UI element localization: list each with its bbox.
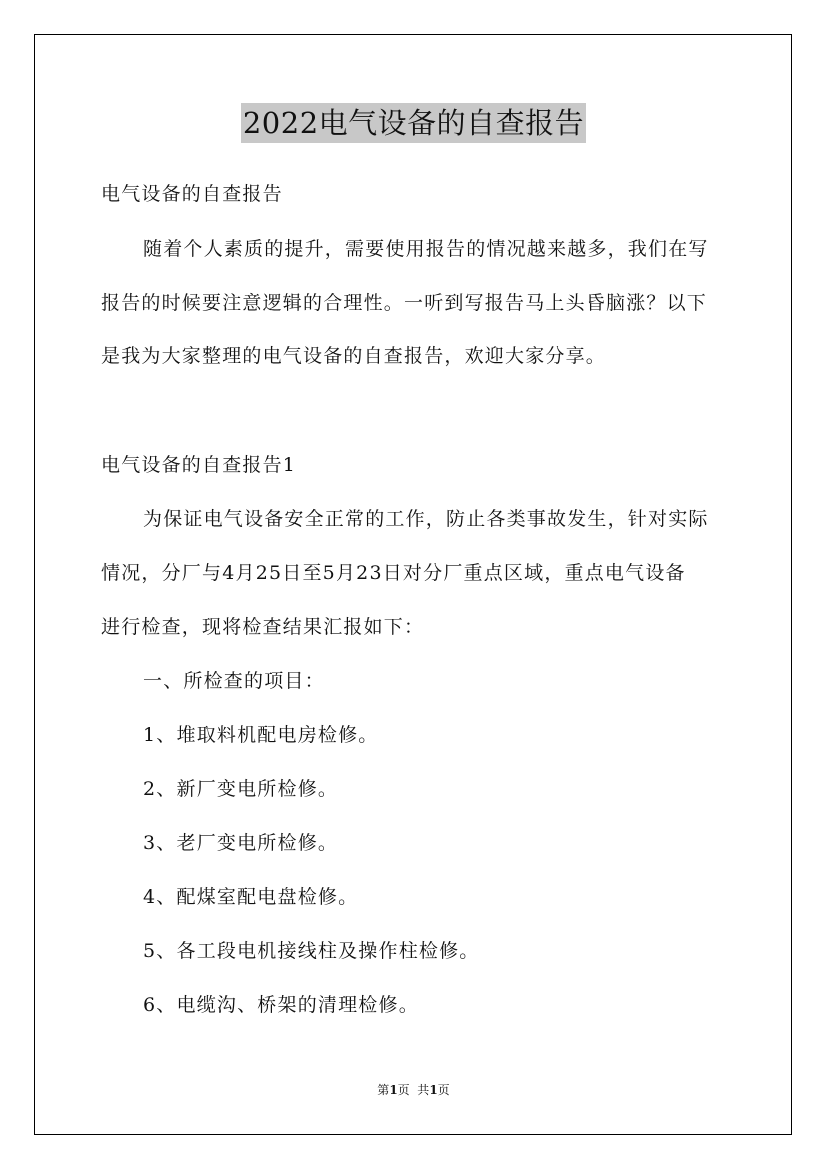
footer-page-suffix: 页: [437, 1083, 450, 1097]
intro-line-1: 随着个人素质的提升，需要使用报告的情况越来越多，我们在写: [143, 238, 709, 260]
list-item: 5、各工段电机接线柱及操作柱检修。: [143, 940, 480, 962]
body-line-2: 情况，分厂与4月25日至5月23日对分厂重点区域，重点电气设备: [101, 562, 686, 584]
section-heading: 电气设备的自查报告1: [101, 454, 297, 476]
footer-page-prefix: 第: [377, 1083, 390, 1097]
title-container: [0, 103, 827, 143]
page-footer: [0, 1081, 827, 1099]
list-item: 6、电缆沟、桥架的清理检修。: [143, 994, 419, 1016]
intro-line-2: 报告的时候要注意逻辑的合理性。一听到写报告马上头昏脑涨？以下: [101, 292, 708, 314]
document-subtitle: 电气设备的自查报告: [101, 183, 283, 205]
list-heading: 一、所检查的项目：: [143, 670, 325, 692]
body-line-3: 进行检查，现将检查结果汇报如下：: [101, 616, 425, 638]
intro-line-3: 是我为大家整理的电气设备的自查报告，欢迎大家分享。: [101, 345, 607, 367]
footer-page-current: 1: [389, 1083, 398, 1097]
document-title: 2022电气设备的自查报告: [241, 103, 586, 143]
list-item: 2、新厂变电所检修。: [143, 778, 339, 800]
list-item: 4、配煤室配电盘检修。: [143, 886, 359, 908]
footer-page-mid: 页 共: [397, 1083, 430, 1097]
footer-page-total: 1: [429, 1083, 438, 1097]
body-line-1: 为保证电气设备安全正常的工作，防止各类事故发生，针对实际: [143, 508, 709, 530]
list-item: 3、老厂变电所检修。: [143, 832, 339, 854]
list-item: 1、堆取料机配电房检修。: [143, 724, 379, 746]
